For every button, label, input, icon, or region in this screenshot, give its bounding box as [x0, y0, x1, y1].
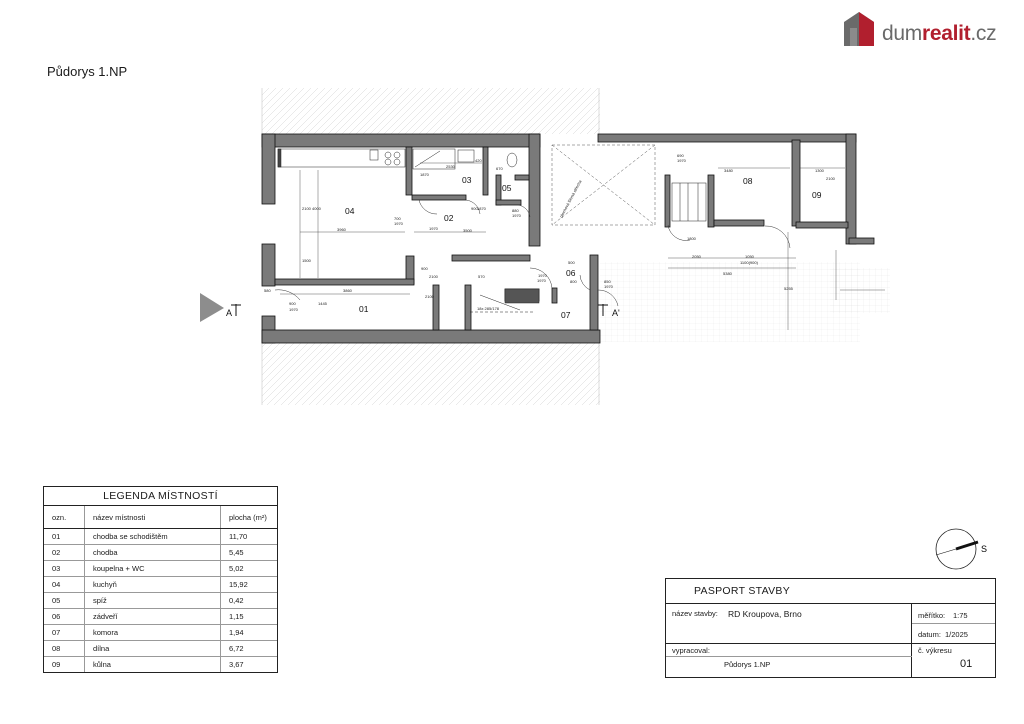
svg-text:1870: 1870	[477, 206, 486, 211]
legend-header-area: plocha (m²)	[221, 506, 278, 529]
svg-text:1970: 1970	[512, 213, 521, 218]
kitchen-counter	[278, 149, 405, 167]
svg-text:1970: 1970	[537, 278, 546, 283]
legend-header-name: název místnosti	[85, 506, 221, 529]
room-label-08: 08	[743, 176, 753, 186]
passport-title: PASPORT STAVBY	[666, 579, 995, 604]
svg-text:850: 850	[604, 279, 611, 284]
svg-text:2100: 2100	[425, 294, 434, 299]
room-label-02: 02	[444, 213, 454, 223]
svg-text:570: 570	[478, 274, 485, 279]
svg-text:1970: 1970	[394, 221, 403, 226]
svg-text:580: 580	[264, 288, 271, 293]
svg-text:3480: 3480	[724, 168, 733, 173]
table-row: 04 kuchyň 15,92	[44, 577, 277, 593]
page-title: Půdorys 1.NP	[47, 64, 128, 79]
svg-text:670: 670	[496, 166, 503, 171]
room-label-05: 05	[502, 183, 512, 193]
svg-text:1300: 1300	[815, 168, 824, 173]
svg-text:1970: 1970	[604, 284, 613, 289]
svg-text:3960: 3960	[337, 227, 346, 232]
legend-title: LEGENDA MÍSTNOSTÍ	[44, 487, 277, 506]
svg-text:3500: 3500	[463, 228, 472, 233]
svg-text:1970: 1970	[429, 226, 438, 231]
dumrealit-logo[interactable]	[842, 10, 1017, 54]
svg-text:2100: 2100	[429, 274, 438, 279]
svg-text:1050: 1050	[745, 254, 754, 259]
passport-block	[665, 578, 996, 678]
svg-text:A: A	[226, 308, 233, 318]
svg-text:700: 700	[394, 216, 401, 221]
svg-text:2100: 2100	[826, 176, 835, 181]
svg-text:1970: 1970	[538, 273, 547, 278]
svg-text:1500: 1500	[302, 258, 311, 263]
roof-outline	[552, 145, 655, 225]
svg-text:1970: 1970	[289, 307, 298, 312]
logo-text: dumrealit.cz	[882, 22, 997, 45]
svg-text:2050: 2050	[692, 254, 701, 259]
svg-text:A': A'	[612, 308, 620, 318]
room-label-07: 07	[561, 310, 571, 320]
table-row: 09 kůlna 3,67	[44, 657, 277, 673]
svg-text:2100: 2100	[302, 206, 311, 211]
passport-author-cell: vypracoval: Půdorys 1.NP	[666, 644, 912, 677]
house-logo-icon	[842, 10, 876, 48]
svg-text:1970: 1970	[677, 158, 686, 163]
table-row: 05 spíž 0,42	[44, 593, 277, 609]
svg-text:800: 800	[570, 279, 577, 284]
drawing-number: 01	[960, 658, 973, 670]
svg-text:5255: 5255	[784, 286, 793, 291]
room-label-09: 09	[812, 190, 822, 200]
floor-plan-drawing	[190, 80, 900, 410]
svg-text:900: 900	[471, 206, 478, 211]
svg-text:420: 420	[475, 158, 482, 163]
svg-text:1445: 1445	[318, 301, 327, 306]
svg-text:2530: 2530	[446, 164, 455, 169]
svg-text:5380: 5380	[723, 271, 732, 276]
passport-date-cell: datum: 1/2025	[912, 624, 995, 644]
compass-label: S	[981, 544, 988, 554]
building-label: název stavby:	[672, 609, 718, 618]
svg-text:4000: 4000	[312, 206, 321, 211]
svg-text:18x 285/178: 18x 285/178	[477, 306, 500, 311]
svg-text:880: 880	[512, 208, 519, 213]
passport-drawing-no-cell: č. výkresu 01	[918, 646, 973, 670]
table-row: 07 komora 1,94	[44, 625, 277, 641]
building-value: RD Kroupova, Brno	[728, 609, 802, 619]
svg-text:900: 900	[289, 301, 296, 306]
svg-text:3860: 3860	[343, 288, 352, 293]
room-label-01: 01	[359, 304, 369, 314]
table-row: 03 koupelna + WC 5,02	[44, 561, 277, 577]
passport-building-cell	[666, 604, 912, 644]
table-row: 08 dílna 6,72	[44, 641, 277, 657]
room-label-04: 04	[345, 206, 355, 216]
legend-table	[44, 506, 277, 672]
room-label-03: 03	[462, 175, 472, 185]
table-row: 06 zádveří 1,15	[44, 609, 277, 625]
section-mark-a	[200, 293, 241, 322]
svg-text:1870: 1870	[420, 172, 429, 177]
table-row: 01 chodba se schodištěm 11,70	[44, 529, 277, 545]
room-label-06: 06	[566, 268, 576, 278]
svg-text:1100(900): 1100(900)	[740, 260, 758, 265]
drawing-name: Půdorys 1.NP	[724, 660, 771, 669]
room-legend	[43, 486, 278, 673]
table-row: 02 chodba 5,45	[44, 545, 277, 561]
svg-text:900: 900	[421, 266, 428, 271]
passport-scale-cell: měřítko: 1:75	[912, 604, 995, 624]
north-arrow-icon	[932, 524, 990, 574]
legend-header-num: ozn.	[44, 506, 85, 529]
svg-text:1800: 1800	[687, 236, 696, 241]
legend-header-row	[44, 506, 277, 529]
svg-text:500: 500	[568, 260, 575, 265]
svg-text:690: 690	[677, 153, 684, 158]
svg-text:plechová šikmá střecha: plechová šikmá střecha	[558, 179, 583, 219]
